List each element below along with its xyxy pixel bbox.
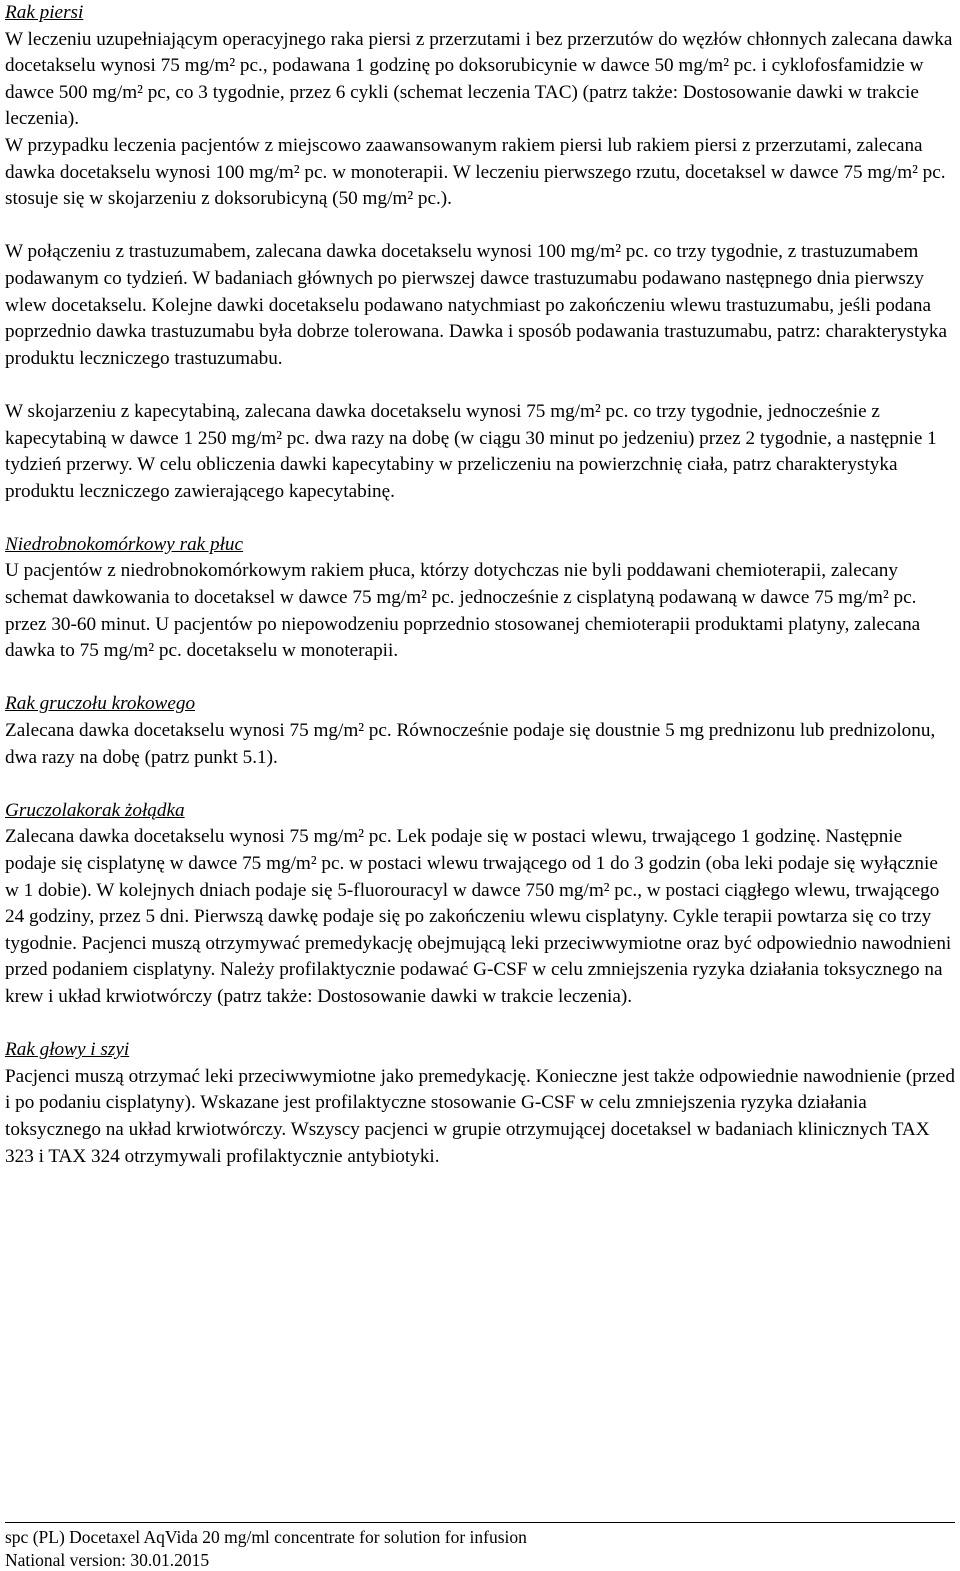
paragraph: W połączeniu z trastuzumabem, zalecana dawka docetakselu wynosi 100 mg/m² pc. co trzy tygodnie, z trastuzumabem podawanym co tydzień. W badaniach głównych po pierwszej dawce trastuzumabu podawano następnego dnia pierwszy wlew docetakselu. Kolejne dawki docetakselu podawano natychmiast po zakończeniu wlewu trastuzumabu, jeśli podana poprzednio dawka trastuzumabu była dobrze tolerowana. Dawka i sposób podawania trastuzumabu, patrz: charakterystyka produktu leczniczego trastuzumabu. (5, 239, 955, 372)
paragraph: W skojarzeniu z kapecytabiną, zalecana dawka docetakselu wynosi 75 mg/m² pc. co trzy tygodnie, jednocześnie z kapecytabiną w dawce 1 250 mg/m² pc. dwa razy na dobę (w ciągu 30 minut po jedzeniu) przez 2 tygodnie, a następnie 1 tydzień przerwy. W celu obliczenia dawki kapecytabiny w przeliczeniu na powierzchnię ciała, patrz charakterystyka produktu leczniczego zawierającego kapecytabinę. (5, 399, 955, 505)
paragraph: Pacjenci muszą otrzymać leki przeciwwymiotne jako premedykację. Konieczne jest także odpowiednie nawodnienie (przed i po podaniu cisplatyny). Wskazane jest profilaktyczne stosowanie G-CSF w celu zmniejszenia ryzyka działania toksycznego na układ krwiotwórczy. Wszyscy pacjenci w grupie otrzymującej docetaksel w badaniach klinicznych TAX 323 i TAX 324 otrzymywali profilaktycznie antybiotyki. (5, 1064, 955, 1170)
paragraph: U pacjentów z niedrobnokomórkowym rakiem płuca, którzy dotychczas nie byli poddawani chemioterapii, zalecany schemat dawkowania to docetaksel w dawce 75 mg/m² pc. jednocześnie z cisplatyną podawaną w dawce 75 mg/m² pc. przez 30-60 minut. U pacjentów po niepowodzeniu poprzednio stosowanej chemioterapii produktami platyny, zalecana dawka to 75 mg/m² pc. docetakselu w monoterapii. (5, 558, 955, 664)
section-heading: Rak głowy i szyi (5, 1037, 955, 1064)
footer-version-line: National version: 30.01.2015 (5, 1549, 955, 1571)
footer-product-line: spc (PL) Docetaxel AqVida 20 mg/ml concentrate for solution for infusion (5, 1526, 955, 1549)
page-footer (5, 1522, 955, 1571)
section-heading: Rak piersi (5, 0, 955, 27)
paragraph: Zalecana dawka docetakselu wynosi 75 mg/m² pc. Lek podaje się w postaci wlewu, trwającego 1 godzinę. Następnie podaje się cisplatynę w dawce 75 mg/m² pc. w postaci wlewu trwającego od 1 do 3 godzin (oba leki podaje się wyłącznie w 1 dobie). W kolejnych dniach podaje się 5-fluorouracyl w dawce 750 mg/m² pc., w postaci ciągłego wlewu, trwającego 24 godziny, przez 5 dni. Pierwszą dawkę podaje się po zakończeniu wlewu cisplatyny. Cykle terapii powtarza się co trzy tygodnie. Pacjenci muszą otrzymywać premedykację obejmującą leki przeciwwymiotne oraz być odpowiednio nawodnieni przed podaniem cisplatyny. Należy profilaktycznie podawać G-CSF w celu zmniejszenia ryzyka działania toksycznego na krew i układ krwiotwórczy (patrz także: Dostosowanie dawki w trakcie leczenia). (5, 824, 955, 1010)
section-lung-cancer (5, 532, 955, 665)
document-body (5, 0, 955, 1170)
paragraph: W przypadku leczenia pacjentów z miejscowo zaawansowanym rakiem piersi lub rakiem piersi z przerzutami, zalecana dawka docetakselu wynosi 100 mg/m² pc. w monoterapii. W leczeniu pierwszego rzutu, docetaksel w dawce 75 mg/m² pc. stosuje się w skojarzeniu z doksorubicyną (50 mg/m² pc.). (5, 133, 955, 213)
paragraph: W leczeniu uzupełniającym operacyjnego raka piersi z przerzutami i bez przerzutów do węzłów chłonnych zalecana dawka docetakselu wynosi 75 mg/m² pc., podawana 1 godzinę po doksorubicynie w dawce 50 mg/m² pc. i cyklofosfamidzie w dawce 500 mg/m² pc, co 3 tygodnie, przez 6 cykli (schemat leczenia TAC) (patrz także: Dostosowanie dawki w trakcie leczenia). (5, 27, 955, 133)
section-prostate-cancer (5, 691, 955, 771)
section-heading: Niedrobnokomórkowy rak płuc (5, 532, 955, 559)
section-heading: Gruczolakorak żołądka (5, 798, 955, 825)
paragraph: Zalecana dawka docetakselu wynosi 75 mg/m² pc. Równocześnie podaje się doustnie 5 mg prednizonu lub prednizolonu, dwa razy na dobę (patrz punkt 5.1). (5, 718, 955, 771)
section-breast-cancer (5, 0, 955, 505)
section-head-neck-cancer (5, 1037, 955, 1170)
section-heading: Rak gruczołu krokowego (5, 691, 955, 718)
section-gastric-cancer (5, 798, 955, 1011)
